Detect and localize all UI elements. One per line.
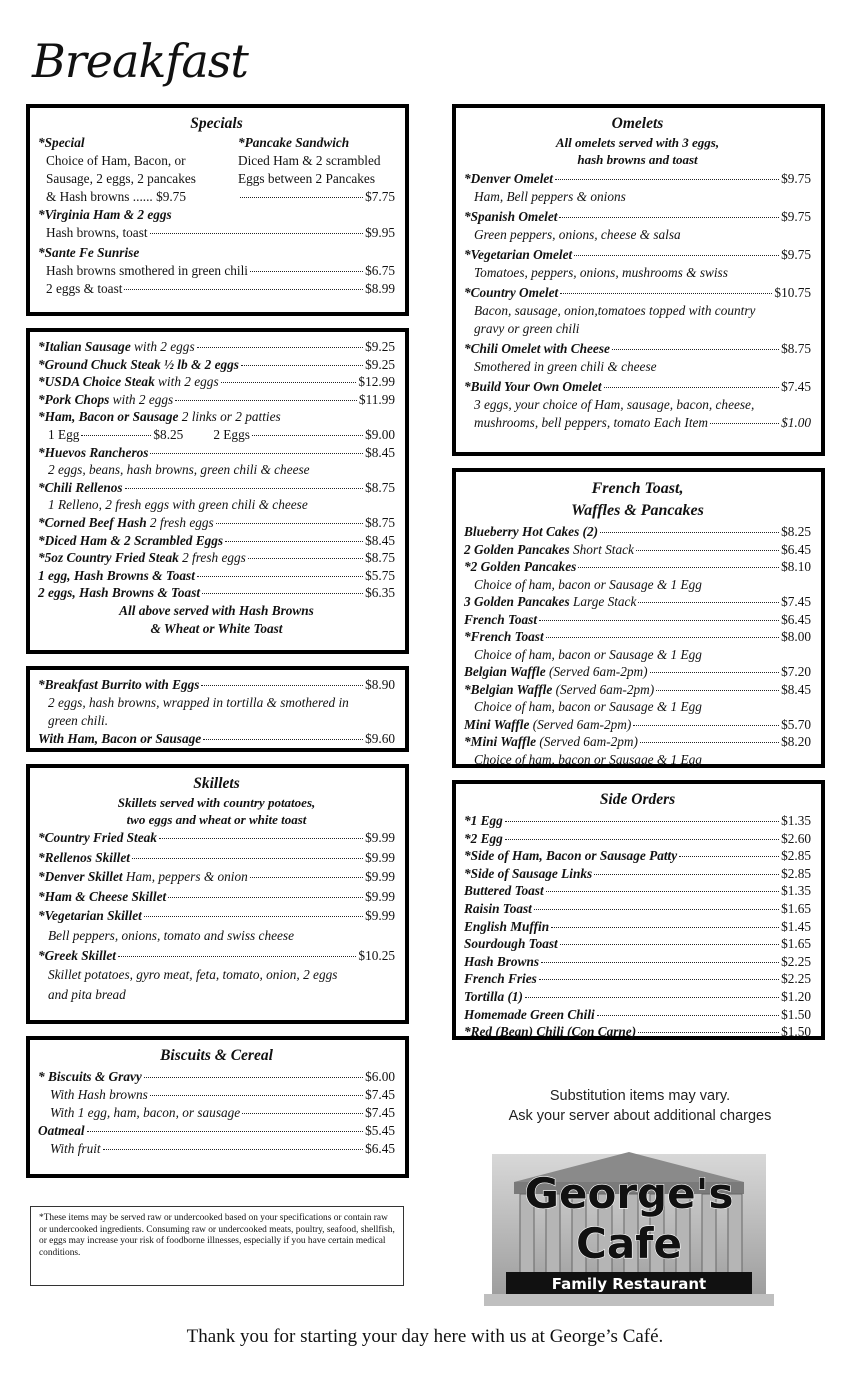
ham-2egg-price: $9.00 bbox=[365, 426, 395, 442]
omelet-item-row bbox=[464, 284, 811, 302]
french-item-name-bold: French Toast bbox=[464, 611, 538, 627]
side-item-price: $2.85 bbox=[781, 865, 811, 881]
omelet-item-desc: Smothered in green chili & cheese bbox=[474, 359, 657, 374]
plate-item-price: $8.75 bbox=[365, 550, 395, 566]
page-title: Breakfast bbox=[32, 34, 248, 88]
side-item-name bbox=[464, 865, 592, 883]
biscuit-item-row bbox=[38, 1086, 395, 1104]
huevos-name: *Huevos Rancheros bbox=[38, 444, 149, 460]
french-item-name bbox=[464, 593, 636, 611]
plate-item-name bbox=[38, 391, 173, 409]
omelet-item-name bbox=[464, 340, 610, 358]
side-item-name-bold: *1 Egg bbox=[464, 813, 503, 828]
french-item-price: $8.10 bbox=[781, 559, 811, 574]
greek-skillet-price: $10.25 bbox=[358, 947, 395, 963]
side-item-price: $1.50 bbox=[781, 1006, 811, 1022]
french-item-price: $8.20 bbox=[781, 734, 811, 749]
side-item-name-bold: Sourdough Toast bbox=[464, 936, 558, 952]
french-item-name-bold: *Mini Waffle bbox=[464, 734, 537, 749]
side-item-name-bold: *2 Egg bbox=[464, 830, 503, 846]
skillet-item-row bbox=[38, 867, 395, 887]
biscuit-item-name: With Hash browns bbox=[50, 1087, 148, 1102]
side-item-price: $1.35 bbox=[781, 813, 811, 828]
side-item-price: $2.25 bbox=[781, 953, 811, 969]
french-item-name-bold: Blueberry Hot Cakes (2) bbox=[464, 524, 599, 539]
plates-footer-2: & Wheat or White Toast bbox=[150, 620, 283, 636]
omelet-item-price: $8.75 bbox=[781, 341, 811, 356]
skillet-item-row bbox=[38, 887, 395, 907]
chili-rellenos-price: $8.75 bbox=[365, 479, 395, 495]
biscuits-title: Biscuits & Cereal bbox=[160, 1047, 273, 1064]
side-item-price: $1.50 bbox=[781, 1024, 811, 1040]
biscuit-item-row bbox=[38, 1104, 395, 1122]
skillet-item-price: $9.99 bbox=[365, 869, 395, 885]
side-item-name bbox=[464, 1006, 595, 1024]
french-item-desc: Choice of ham, bacon or Sausage & 1 Egg bbox=[474, 646, 702, 662]
side-item-name-bold: *Side of Sausage Links bbox=[464, 865, 593, 881]
burrito-box bbox=[26, 666, 409, 752]
burrito-meat-price: $9.60 bbox=[365, 731, 395, 746]
side-item-price: $1.65 bbox=[781, 900, 811, 916]
french-item-desc: Choice of ham, bacon or Sausage & 1 Egg bbox=[474, 699, 702, 714]
burrito-desc-1: 2 eggs, hash browns, wrapped in tortilla & smothered in bbox=[48, 695, 349, 710]
side-item-row bbox=[464, 830, 811, 848]
plate-item-name-detail: 2 fresh eggs bbox=[146, 514, 214, 530]
plate-item-price: $11.99 bbox=[358, 391, 395, 407]
french-item-name-bold: 2 Golden Pancakes bbox=[464, 541, 570, 557]
side-item-name bbox=[464, 847, 677, 865]
side-item-name bbox=[464, 882, 544, 900]
pancake-sandwich-name: *Pancake Sandwich bbox=[238, 135, 350, 150]
side-item-row bbox=[464, 882, 811, 900]
skillet-item-price: $9.99 bbox=[365, 888, 395, 904]
plate-item-name-detail: with 2 eggs bbox=[109, 391, 174, 407]
omelet-item-desc: 3 eggs, your choice of Ham, sausage, bacon, cheese, bbox=[474, 397, 755, 412]
french-item-name-detail: (Served 6am-2pm) bbox=[529, 716, 632, 732]
greek-skillet-desc-1: Skillet potatoes, gyro meat, feta, tomato, onion, 2 eggs bbox=[48, 967, 338, 983]
plate-item-name bbox=[38, 356, 239, 374]
plate-item-price: $5.75 bbox=[365, 567, 395, 583]
side-item-price: $2.25 bbox=[781, 971, 811, 987]
skillet-item-name-bold: *Denver Skillet bbox=[38, 869, 123, 885]
burrito-meat-name: With Ham, Bacon or Sausage bbox=[38, 731, 202, 746]
logo-line-1: George's bbox=[524, 1169, 734, 1218]
omelet-item-price: $9.75 bbox=[781, 209, 811, 224]
plate-item-name bbox=[38, 584, 200, 602]
skillet-item-name bbox=[38, 867, 248, 887]
substitution-note bbox=[480, 1086, 800, 1126]
omelet-item-desc: Green peppers, onions, cheese & salsa bbox=[474, 227, 681, 242]
plate-item-name-bold: 2 eggs, Hash Browns & Toast bbox=[38, 585, 201, 601]
french-item-price: $6.45 bbox=[781, 541, 811, 557]
plate-item-row bbox=[38, 584, 395, 602]
omelet-item-name-bold: *Vegetarian Omelet bbox=[464, 247, 573, 262]
side-item-row bbox=[464, 865, 811, 883]
french-item-price: $8.00 bbox=[781, 629, 811, 644]
plate-item-price: $8.45 bbox=[365, 532, 395, 548]
side-item-name-bold: French Fries bbox=[464, 971, 537, 987]
plate-item-row bbox=[38, 532, 395, 550]
skillet-item-name-bold: *Ham & Cheese Skillet bbox=[38, 888, 167, 904]
plate-item-price: $9.25 bbox=[365, 339, 395, 354]
thank-you-message: Thank you for starting your day here with us at George’s Café. bbox=[186, 1326, 664, 1347]
french-item-name-bold: *Belgian Waffle bbox=[464, 681, 553, 697]
plate-item-name-bold: *Diced Ham & 2 Scrambled Eggs bbox=[38, 532, 224, 548]
plate-item-row bbox=[38, 514, 395, 532]
sante-fe-price-1: $6.75 bbox=[365, 263, 395, 278]
ham-2egg-label: 2 Eggs bbox=[213, 426, 250, 442]
side-item-price: $1.35 bbox=[781, 883, 811, 899]
virginia-ham-desc: Hash browns, toast bbox=[46, 225, 148, 240]
skillet-item-row bbox=[38, 848, 395, 868]
side-item-name bbox=[464, 988, 523, 1006]
skillets-box bbox=[26, 764, 409, 1024]
french-item-name bbox=[464, 628, 544, 646]
plate-item-price: $12.99 bbox=[358, 374, 395, 390]
side-item-row bbox=[464, 988, 811, 1006]
sante-fe-desc-2: 2 eggs & toast bbox=[46, 281, 123, 296]
french-item-name bbox=[464, 663, 648, 681]
french-item-price: $7.20 bbox=[781, 664, 811, 679]
french-item-row bbox=[464, 681, 811, 699]
omelet-item-name-bold: *Spanish Omelet bbox=[464, 209, 558, 224]
side-item-name-bold: Hash Browns bbox=[464, 953, 540, 969]
logo-line-2: Cafe bbox=[576, 1219, 682, 1268]
french-item-name-detail: (Served 6am-2pm) bbox=[552, 681, 655, 697]
biscuits-box bbox=[26, 1036, 409, 1178]
skillet-item-name-bold: *Vegetarian Skillet bbox=[38, 908, 142, 924]
side-item-name-bold: *Red (Bean) Chili (Con Carne) bbox=[464, 1024, 637, 1040]
plate-item-price: $8.75 bbox=[365, 514, 395, 530]
plate-item-name bbox=[38, 549, 246, 567]
side-item-name bbox=[464, 1023, 636, 1041]
french-item-name bbox=[464, 558, 576, 576]
french-item-desc: Choice of ham, bacon or Sausage & 1 Egg bbox=[474, 751, 702, 767]
french-toast-title-2: Waffles & Pancakes bbox=[571, 502, 704, 519]
skillets-title: Skillets bbox=[193, 775, 240, 792]
side-item-name bbox=[464, 918, 549, 936]
french-item-row bbox=[464, 593, 811, 611]
plate-item-row bbox=[38, 549, 395, 567]
french-item-row bbox=[464, 733, 811, 751]
french-item-name-detail: (Served 6am-2pm) bbox=[545, 664, 648, 679]
skillet-item-row bbox=[38, 828, 395, 848]
omelet-item-desc: Bacon, sausage, onion,tomatoes topped with country bbox=[474, 303, 756, 318]
french-item-name-bold: Mini Waffle bbox=[464, 716, 530, 732]
omelet-item-row bbox=[464, 246, 811, 264]
substitution-line-1: Substitution items may vary. bbox=[549, 1088, 731, 1104]
side-item-row bbox=[464, 953, 811, 971]
french-item-name bbox=[464, 716, 631, 734]
french-item-name bbox=[464, 733, 638, 751]
plate-item-name-detail: with 2 eggs bbox=[154, 374, 219, 390]
side-item-row bbox=[464, 970, 811, 988]
omelet-item-name-bold: *Denver Omelet bbox=[464, 171, 553, 186]
omelet-item-price: $7.45 bbox=[781, 379, 811, 394]
biscuit-item-price: $6.45 bbox=[365, 1141, 395, 1156]
skillet-item-name bbox=[38, 828, 157, 848]
french-toast-box bbox=[452, 468, 825, 768]
skillet-item-price: $9.99 bbox=[365, 908, 395, 924]
french-item-row bbox=[464, 558, 811, 576]
substitution-line-2: Ask your server about additional charges bbox=[508, 1108, 772, 1124]
omelet-item-price: $9.75 bbox=[781, 247, 811, 262]
french-item-row bbox=[464, 716, 811, 734]
side-item-name bbox=[464, 970, 537, 988]
french-item-row bbox=[464, 628, 811, 646]
omelet-item-name bbox=[464, 284, 558, 302]
omelet-item-price: $9.75 bbox=[781, 171, 811, 186]
side-item-name bbox=[464, 900, 532, 918]
huevos-desc: 2 eggs, beans, hash browns, green chili & cheese bbox=[48, 462, 310, 478]
french-item-price: $8.25 bbox=[781, 524, 811, 539]
plate-item-name-bold: *Pork Chops bbox=[38, 391, 110, 407]
omelet-item-row bbox=[464, 170, 811, 188]
skillet-item-name-bold: *Country Fried Steak bbox=[38, 830, 157, 845]
huevos-price: $8.45 bbox=[365, 444, 395, 460]
ham-1egg-price: $8.25 bbox=[153, 426, 184, 442]
omelet-item-name-bold: *Build Your Own Omelet bbox=[464, 379, 602, 394]
skillet-item-name bbox=[38, 906, 142, 926]
plate-item-name bbox=[38, 532, 223, 550]
omelets-box bbox=[452, 104, 825, 456]
plate-item-name-bold: *Ground Chuck Steak ½ lb & 2 eggs bbox=[38, 356, 239, 372]
biscuit-item-row bbox=[38, 1140, 395, 1158]
special-desc-1: Choice of Ham, Bacon, or bbox=[46, 153, 186, 168]
biscuit-item-price: $6.00 bbox=[365, 1069, 395, 1084]
omelet-item-name bbox=[464, 208, 557, 226]
biscuit-item-price: $5.45 bbox=[365, 1123, 395, 1138]
burrito-price: $8.90 bbox=[365, 677, 395, 692]
french-item-name bbox=[464, 541, 634, 559]
pancake-sandwich-desc-2: Eggs between 2 Pancakes bbox=[238, 171, 375, 186]
plate-item-price: $6.35 bbox=[365, 585, 395, 601]
raw-food-disclaimer: *These items may be served raw or undercooked based on your specifications or contain raw or undercooked ingredients. Consuming raw or undercooked meats, poultry, seafood, shellfish, or eggs may increase your risk of foodborne illnesses, especially if you have certain medical conditions. bbox=[30, 1206, 404, 1286]
french-item-price: $6.45 bbox=[781, 611, 811, 627]
side-item-name-bold: Tortilla (1) bbox=[464, 988, 523, 1004]
biscuit-item-name: With fruit bbox=[50, 1141, 101, 1156]
chili-rellenos-name: *Chili Rellenos bbox=[38, 479, 123, 495]
side-item-row bbox=[464, 812, 811, 830]
side-item-row bbox=[464, 900, 811, 918]
side-item-name bbox=[464, 935, 558, 953]
omelet-item-name bbox=[464, 170, 553, 188]
plate-item-row bbox=[38, 373, 395, 391]
french-item-name-bold: *2 Golden Pancakes bbox=[464, 559, 577, 574]
side-item-name-bold: *Side of Ham, Bacon or Sausage Patty bbox=[464, 848, 678, 864]
plate-item-row bbox=[38, 567, 395, 585]
omelet-item-name bbox=[464, 378, 602, 396]
plate-item-name bbox=[38, 338, 195, 356]
skillet-item-name-bold: *Rellenos Skillet bbox=[38, 849, 130, 865]
byo-omelet-item-price: $1.00 bbox=[781, 415, 811, 430]
side-item-row bbox=[464, 918, 811, 936]
french-toast-title-1: French Toast, bbox=[591, 480, 684, 497]
plate-item-name bbox=[38, 567, 195, 585]
virginia-ham-price: $9.95 bbox=[365, 225, 395, 240]
side-item-row bbox=[464, 935, 811, 953]
plate-item-name-detail: 2 fresh eggs bbox=[178, 550, 246, 566]
side-item-name bbox=[464, 812, 503, 830]
special-name: *Special bbox=[38, 135, 85, 150]
omelet-item-name-bold: *Chili Omelet with Cheese bbox=[464, 341, 610, 356]
special-price-line: & Hash browns ...... $9.75 bbox=[46, 189, 186, 204]
omelet-item-desc: gravy or green chili bbox=[474, 321, 580, 336]
plate-item-row bbox=[38, 391, 395, 409]
omelets-title: Omelets bbox=[611, 115, 664, 132]
plate-item-name-bold: 1 egg, Hash Browns & Toast bbox=[38, 567, 195, 583]
side-item-name bbox=[464, 830, 503, 848]
plate-item-name-bold: *USDA Choice Steak bbox=[38, 374, 155, 390]
skillet-item-name bbox=[38, 887, 166, 907]
plate-item-name-detail: with 2 eggs bbox=[130, 339, 195, 354]
side-item-price: $1.65 bbox=[781, 936, 811, 952]
side-item-row bbox=[464, 847, 811, 865]
biscuit-item-row bbox=[38, 1068, 395, 1086]
side-orders-title: Side Orders bbox=[599, 791, 676, 808]
side-item-price: $1.20 bbox=[781, 988, 811, 1004]
french-item-price: $8.45 bbox=[781, 681, 811, 697]
burrito-name: *Breakfast Burrito with Eggs bbox=[38, 677, 200, 692]
burrito-desc-2: green chili. bbox=[48, 713, 109, 728]
french-item-name-bold: *French Toast bbox=[464, 629, 544, 644]
side-item-price: $2.60 bbox=[781, 830, 811, 846]
plate-item-row bbox=[38, 338, 395, 356]
plate-item-name-bold: *Italian Sausage bbox=[38, 339, 131, 354]
french-item-name-detail: Short Stack bbox=[569, 541, 634, 557]
side-item-name-bold: Buttered Toast bbox=[464, 883, 544, 899]
side-item-name-bold: English Muffin bbox=[464, 918, 550, 934]
logo-tagline: Family Restaurant bbox=[551, 1275, 707, 1293]
omelet-item-row bbox=[464, 340, 811, 358]
pancake-sandwich-desc-1: Diced Ham & 2 scrambled bbox=[238, 153, 381, 168]
side-item-row bbox=[464, 1023, 811, 1041]
greek-skillet-name: *Greek Skillet bbox=[38, 947, 116, 963]
pancake-sandwich-price: $7.75 bbox=[365, 189, 395, 204]
french-item-desc: Choice of ham, bacon or Sausage & 1 Egg bbox=[474, 576, 702, 592]
french-item-name-bold: Belgian Waffle bbox=[464, 664, 546, 679]
side-item-name bbox=[464, 953, 539, 971]
sante-fe-desc-1: Hash browns smothered in green chili bbox=[46, 263, 248, 278]
french-item-name bbox=[464, 681, 654, 699]
french-item-row bbox=[464, 611, 811, 629]
skillet-item-price: $9.99 bbox=[365, 849, 395, 865]
biscuit-item-price: $7.45 bbox=[365, 1087, 395, 1102]
french-item-row bbox=[464, 663, 811, 681]
side-item-price: $2.85 bbox=[781, 848, 811, 864]
omelets-sub-2: hash browns and toast bbox=[577, 152, 698, 167]
side-item-name-bold: Raisin Toast bbox=[464, 900, 532, 916]
omelets-sub-1: All omelets served with 3 eggs, bbox=[555, 135, 720, 150]
virginia-ham-name: *Virginia Ham & 2 eggs bbox=[38, 207, 172, 222]
sante-fe-price-2: $8.99 bbox=[365, 281, 395, 296]
omelet-item-desc: Tomatoes, peppers, onions, mushrooms & swiss bbox=[474, 265, 728, 280]
skillet-item-row bbox=[38, 906, 395, 926]
biscuit-item-row bbox=[38, 1122, 395, 1140]
biscuit-item-name: * Biscuits & Gravy bbox=[38, 1069, 142, 1084]
side-item-price: $1.45 bbox=[781, 918, 811, 934]
side-orders-box bbox=[452, 780, 825, 1040]
plate-item-name bbox=[38, 514, 214, 532]
side-item-row bbox=[464, 1006, 811, 1024]
georges-cafe-logo bbox=[484, 1148, 774, 1306]
biscuit-item-name: With 1 egg, ham, bacon, or sausage bbox=[50, 1105, 241, 1120]
french-item-name bbox=[464, 523, 598, 541]
french-item-price: $5.70 bbox=[781, 716, 811, 732]
omelet-item-name bbox=[464, 246, 572, 264]
side-item-name-bold: Homemade Green Chili bbox=[464, 1006, 595, 1022]
sante-fe-name: *Sante Fe Sunrise bbox=[38, 245, 140, 260]
omelet-item-row bbox=[464, 208, 811, 226]
special-desc-2: Sausage, 2 eggs, 2 pancakes bbox=[46, 171, 196, 186]
french-item-price: $7.45 bbox=[781, 594, 811, 609]
plate-item-name-bold: *Corned Beef Hash bbox=[38, 514, 147, 530]
skillet-item-name-detail: Ham, peppers & onion bbox=[122, 869, 248, 885]
french-item-row bbox=[464, 541, 811, 559]
specials-box bbox=[26, 104, 409, 316]
skillets-sub-1: Skillets served with country potatoes, bbox=[117, 795, 316, 810]
french-item-name bbox=[464, 611, 537, 629]
skillet-item-price: $9.99 bbox=[365, 830, 395, 845]
biscuit-item-price: $7.45 bbox=[365, 1105, 395, 1120]
omelet-item-name-bold: *Country Omelet bbox=[464, 285, 559, 300]
chili-rellenos-desc: 1 Relleno, 2 fresh eggs with green chili & cheese bbox=[48, 497, 308, 513]
french-item-name-detail: (Served 6am-2pm) bbox=[536, 734, 638, 749]
french-item-row bbox=[464, 523, 811, 541]
byo-omelet-desc-2: mushrooms, bell peppers, tomato Each Item bbox=[474, 415, 709, 430]
french-item-name-bold: 3 Golden Pancakes bbox=[464, 594, 570, 609]
plate-item-name bbox=[38, 373, 219, 391]
omelet-item-row bbox=[464, 378, 811, 396]
plates-box: *Italian Sausage with 2 eggs $9.25 *Ground Chuck Steak ½ lb & 2 eggs $9.25 *USDA Choice Steak with 2 eggs $12.99 *Pork Chops with 2 eggs $11.99 *Ham, Bacon or Sausage 2 links or 2 patties 1 Egg $8.25 2 Eggs $9.00 *Huevos Rancheros $8.45 2 eggs, beans, hash browns, green chili & cheese *Chili Rellenos $8.75 1 Relleno, 2 fresh eggs with green chili & cheese *Corned Beef Hash 2 fresh eggs $8.75 *Diced Ham & 2 Scrambled Eggs $8.45 *5oz Country Fried Steak 2 fresh eggs $8.75 1 egg, Hash Browns & Toast $5.75 2 eggs, Hash Browns & Toast $6.35 All above served with Hash Browns & Wheat or White Toast bbox=[26, 328, 409, 654]
omelet-item-desc: Ham, Bell peppers & onions bbox=[474, 189, 626, 204]
skillet-item-name bbox=[38, 848, 130, 868]
specials-title: Specials bbox=[190, 115, 243, 132]
french-item-name-detail: Large Stack bbox=[569, 594, 637, 609]
vegetarian-skillet-desc: Bell peppers, onions, tomato and swiss cheese bbox=[48, 927, 294, 943]
ham-1egg-label: 1 Egg bbox=[48, 426, 80, 442]
greek-skillet-desc-2: and pita bread bbox=[48, 986, 126, 1002]
plates-footer-1: All above served with Hash Browns bbox=[119, 602, 314, 618]
omelet-item-price: $10.75 bbox=[774, 285, 811, 300]
plate-item-row bbox=[38, 356, 395, 374]
plate-item-price: $9.25 bbox=[365, 356, 395, 372]
biscuit-item-name: Oatmeal bbox=[38, 1123, 85, 1138]
plate-item-name-bold: *5oz Country Fried Steak bbox=[38, 550, 179, 566]
skillets-sub-2: two eggs and wheat or white toast bbox=[126, 812, 307, 827]
